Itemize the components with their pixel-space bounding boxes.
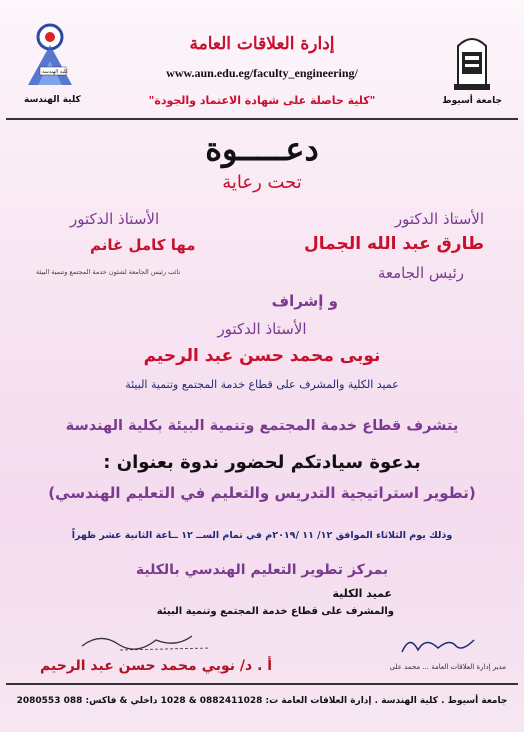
patron2-role: نائب رئيس الجامعة لشئون خدمة المجتمع وتنمية البيئة — [36, 268, 181, 276]
faculty-logo-caption: كلية الهندسة — [24, 95, 81, 105]
supervisor-title: الأستاذ الدكتور — [217, 320, 307, 338]
header-divider — [6, 118, 518, 120]
supervision-label: و إشراف — [271, 292, 338, 310]
faculty-url[interactable]: www.aun.edu.eg/faculty_engineering/ — [166, 66, 358, 80]
patron1-role: رئيس الجامعة — [377, 264, 464, 282]
patron2-title: الأستاذ الدكتور — [70, 210, 160, 228]
pr-manager-note: مدير إدارة العلاقات العامة ... محمد على — [389, 663, 506, 671]
patron2-name: مها كامل غانم — [90, 236, 196, 254]
seminar-title: (تطوير استراتيجية التدريس والتعليم في التعليم الهندسي) — [48, 484, 476, 502]
footer-divider — [6, 683, 518, 685]
patron1-title: الأستاذ الدكتور — [394, 210, 484, 228]
dean-subtitle: والمشرف على قطاع خدمة المجتمع وتنمية البيئة — [156, 606, 394, 617]
department-name: إدارة العلاقات العامة — [189, 34, 335, 54]
accreditation-note: "كلية حاصلة على شهادة الاعتماد والجودة" — [148, 94, 376, 107]
patron1-name: طارق عبد الله الجمال — [304, 234, 484, 254]
under-patronage: تحت رعاية — [222, 172, 302, 193]
event-venue: بمركز تطوير التعليم الهندسي بالكلية — [135, 562, 389, 578]
invite-line: بدعوة سيادتكم لحضور ندوة بعنوان : — [103, 452, 421, 473]
supervisor-role: عميد الكلية والمشرف على قطاع خدمة المجتمع وتنمية البيئة — [125, 378, 399, 391]
footer-contact: جامعة أسيوط . كلية الهندسة . إدارة العلاقات العامة ت: 0882411028 & 1028 داخلي & فاكس: 088 2080553 — [16, 696, 508, 706]
logo-badge-text: كلية الهندسة — [42, 69, 69, 75]
invitation-title: دعـــــوة — [205, 130, 319, 168]
honor-line: يتشرف قطاع خدمة المجتمع وتنمية البيئة بكلية الهندسة — [65, 418, 459, 434]
signatory-name: أ . د/ نوبي محمد حسن عبد الرحيم — [40, 658, 273, 674]
signature-mark-left — [80, 628, 220, 658]
signature-mark-right — [398, 630, 478, 664]
supervisor-name: نوبى محمد حسن عبد الرحيم — [143, 346, 381, 366]
university-logo-caption: جامعة أسيوط — [442, 96, 502, 106]
event-datetime: وذلك يوم الثلاثاء الموافق ١٢/ ١١ /٢٠١٩م في تمام الســ ١٢ ــاعة الثانية عشر ظهراً — [71, 530, 453, 541]
dean-label: عميد الكلية — [332, 587, 392, 600]
